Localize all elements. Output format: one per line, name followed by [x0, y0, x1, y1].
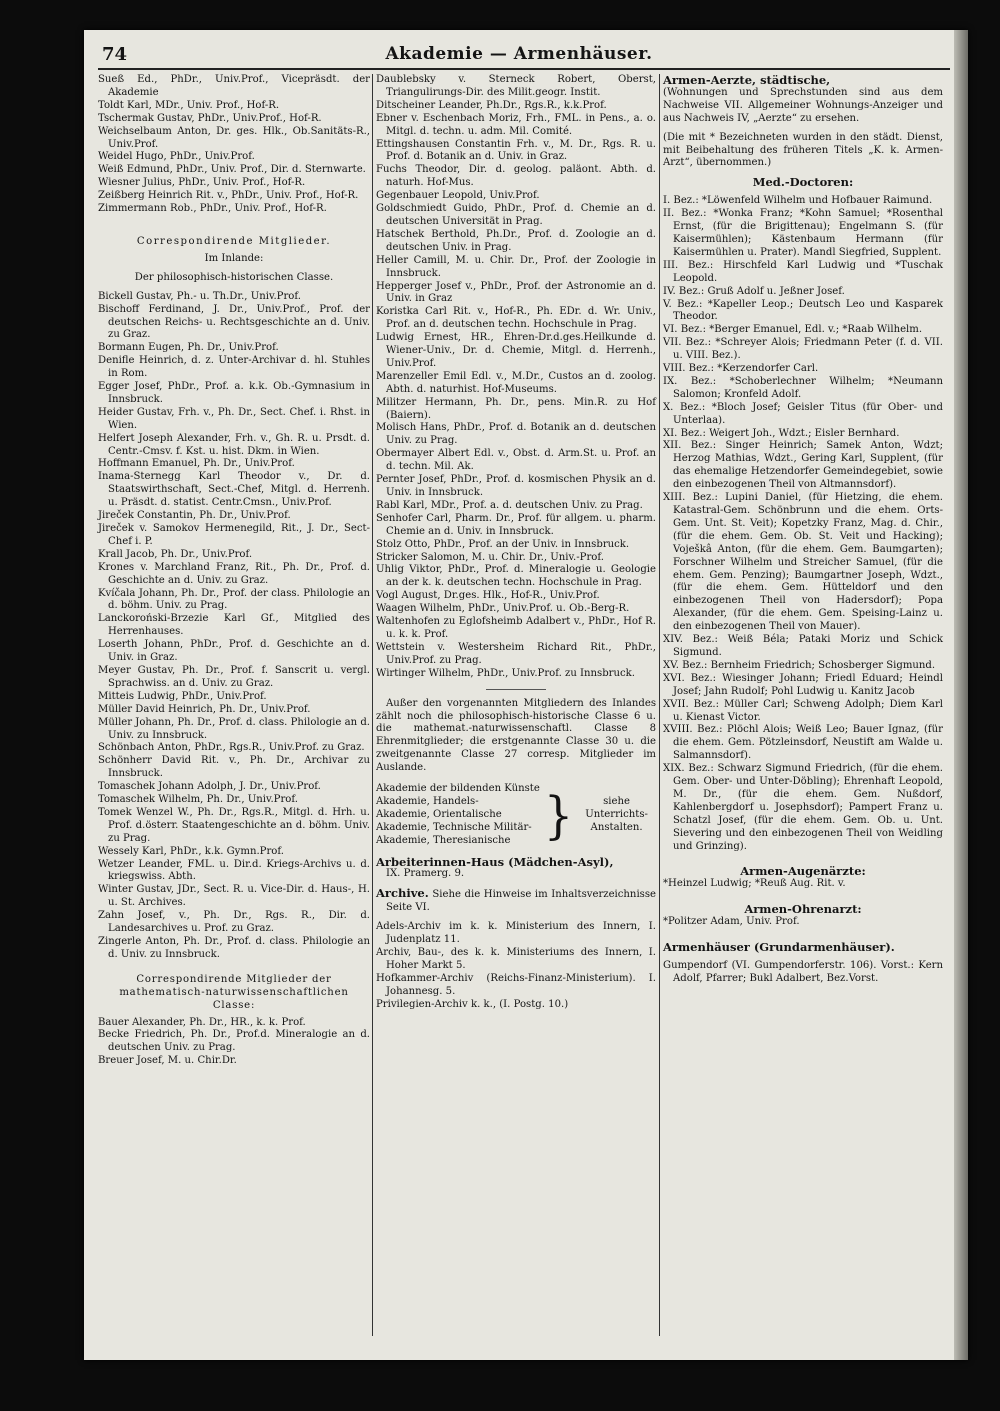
member-entry: Tomek Wenzel W., Ph. Dr., Rgs.R., Mitgl. d. Hrh. u. Prof. d.österr. Staatengeschichte an d. böhm. Univ. zu Prag.	[98, 806, 370, 844]
member-entry: Hepperger Josef v., PhDr., Prof. der Astronomie an d. Univ. in Graz	[376, 280, 656, 305]
column-divider-left	[372, 74, 373, 1336]
bezirk-entry: XVII. Bez.: Müller Carl; Schweng Adolph; Diem Karl u. Kienast Victor.	[663, 698, 943, 723]
member-entry: Kvíčala Johann, Ph. Dr., Prof. der class. Philologie an d. böhm. Univ. zu Prag.	[98, 587, 370, 612]
member-entry: Sueß Ed., PhDr., Univ.Prof., Vicepräsdt. der Akademie	[98, 74, 370, 98]
archive-entry: Privilegien-Archiv k. k., (I. Postg. 10.)	[376, 998, 569, 1010]
member-entry: Bormann Eugen, Ph. Dr., Univ.Prof.	[98, 342, 279, 354]
running-title: Akademie — Armenhäuser.	[385, 44, 653, 64]
book-page	[84, 30, 968, 1360]
subheading-phil-hist: Der philosophisch-historischen Classe.	[134, 271, 334, 283]
member-entry: Ettingshausen Constantin Frh. v., M. Dr., Rgs. R. u. Prof. d. Botanik an d. Univ. in Graz.	[376, 138, 656, 163]
member-entry: Pernter Josef, PhDr., Prof. d. kosmischen Physik an d. Univ. in Innsbruck.	[376, 474, 656, 498]
section-title-math-nat: Correspondirende Mitglieder der mathematisch-naturwissenschaftlichen Classe:	[119, 973, 349, 1011]
member-entry: Zimmermann Rob., PhDr., Univ. Prof., Hof-R.	[98, 203, 327, 215]
bezirk-entry: III. Bez.: Hirschfeld Karl Ludwig und *Tuschak Leopold.	[663, 259, 943, 284]
member-entry: Denifle Heinrich, d. z. Unter-Archivar d. hl. Stuhles in Rom.	[98, 355, 370, 380]
page-number: 74	[102, 44, 128, 65]
member-entry: Fuchs Theodor, Dir. d. geolog. paläont. Abth. d. naturh. Hof-Mus.	[376, 164, 656, 189]
math-nat-members-list-cont	[376, 74, 656, 681]
member-entry: Tomaschek Johann Adolph, J. Dr., Univ.Prof.	[98, 781, 321, 793]
bezirk-entry: IV. Bez.: Gruß Adolf u. Jeßner Josef.	[663, 285, 845, 297]
akademie-list	[376, 783, 540, 848]
member-entry: Wirtinger Wilhelm, PhDr., Univ.Prof. zu Innsbruck.	[376, 667, 635, 679]
member-entry: Stolz Otto, PhDr., Prof. an der Univ. in Innsbruck.	[376, 538, 630, 550]
augenaerzte-text: *Heinzel Ludwig; *Reuß Aug. Rit. v.	[663, 878, 846, 890]
archive-list	[376, 921, 656, 1011]
member-entry: Vogl August, Dr.ges. Hlk., Hof-R., Univ.Prof.	[376, 590, 600, 602]
member-entry: Egger Josef, PhDr., Prof. a. k.k. Ob.-Gymnasium in Innsbruck.	[98, 381, 370, 405]
members-note: Außer den vorgenannten Mitgliedern des Inlandes zählt noch die philosophisch-historische Classe 6 u. die mathemat.-naturwissenschaftl. Classe 8 Ehrenmitglieder; die erstgenannte Classe 30 u. die zweitgenannte Classe 27 corresp. Mitglieder im Auslande.	[376, 697, 656, 774]
member-entry: Koristka Carl Rit. v., Hof-R., Ph. EDr. d. Wr. Univ., Prof. an d. deutschen techn. Hochschule in Prag.	[376, 306, 656, 331]
member-entry: Rabl Karl, MDr., Prof. a. d. deutschen Univ. zu Prag.	[376, 499, 643, 511]
archive-entry: Adels-Archiv im k. k. Ministerium des Innern, I. Judenplatz 11.	[376, 921, 656, 946]
bezirk-entry: XIII. Bez.: Lupini Daniel, (für Hietzing, die ehem. Katastral-Gem. Schönbrunn und die ehem. Orts-Gem. Unt. St. Veit); Kopetzky Franz, Mag. d. Chir., (für die ehem. Gem. Ob. St. Veit und Hacking); Voješkâ Anton, (für die ehem. Gem. Baumgarten); Forschner Wilhelm und Streicher Samuel, (für die ehem. Gem. Penzing); Baumgartner Joseph, Wdzt., (für die ehem. Gem. Hütteldorf und den einbezogenen Theil von Hadersdorf); Popa Alexander, (für die ehem. Gem. Speising-Lainz u. den einbezogenen Theil von Mauer).	[663, 492, 943, 633]
separator	[204, 224, 264, 228]
member-entry: Schönbach Anton, PhDr., Rgs.R., Univ.Prof. zu Graz.	[98, 742, 365, 754]
curly-brace: }	[543, 785, 574, 845]
bezirk-entry: XI. Bez.: Weigert Joh., Wdzt.; Eisler Bernhard.	[663, 427, 900, 439]
member-entry: Uhlig Viktor, PhDr., Prof. d. Mineralogie u. Geologie an der k. k. deutschen techn. Hochschule in Prag.	[376, 564, 656, 589]
member-entry: Wiesner Julius, PhDr., Univ. Prof., Hof-R.	[98, 177, 306, 189]
separator	[486, 689, 546, 690]
member-entry: Senhofer Carl, Pharm. Dr., Prof. für allgem. u. pharm. Chemie an d. Univ. in Innsbruck.	[376, 512, 656, 537]
member-entry: Daublebsky v. Sterneck Robert, Oberst, Triangulirungs-Dir. des Milit.geogr. Instit.	[376, 74, 656, 98]
page-header	[84, 44, 954, 66]
member-entry: Heider Gustav, Frh. v., Ph. Dr., Sect. Chef. i. Rhst. in Wien.	[98, 406, 370, 431]
member-entry: Inama-Sternegg Karl Theodor v., Dr. d. Staatswirthschaft, Sect.-Chef, Mitgl. d. Herrenh. u. Präsdt. d. statist. Centr.Cmsn., Univ.Prof.	[98, 471, 370, 509]
member-entry: Krall Jacob, Ph. Dr., Univ.Prof.	[98, 548, 253, 560]
bezirk-entry: XVI. Bez.: Wiesinger Johann; Friedl Eduard; Heindl Josef; Jahn Rudolf; Pohl Ludwig u. Kanitz Jacob	[663, 672, 943, 697]
member-entry: Stricker Salomon, M. u. Chir. Dr., Univ.-Prof.	[376, 551, 604, 563]
akademie-item: Akademie, Handels-	[376, 795, 479, 807]
archive-entry: Archiv, Bau-, des k. k. Ministeriums des Innern, I. Hoher Markt 5.	[376, 947, 656, 971]
member-entry: Ditscheiner Leander, Ph.Dr., Rgs.R., k.k.Prof.	[376, 99, 607, 111]
member-entry: Obermayer Albert Edl. v., Obst. d. Arm.St. u. Prof. an d. techn. Mil. Ak.	[376, 448, 656, 473]
bezirk-entry: VI. Bez.: *Berger Emanuel, Edl. v.; *Raab Wilhelm.	[663, 324, 923, 336]
archive-heading	[376, 887, 656, 915]
armenhaeuser-entry: Gumpendorf (VI. Gumpendorferstr. 106). Vorst.: Kern Adolf, Pfarrer; Bukl Adalbert, Bez.Vorst.	[663, 960, 943, 984]
member-entry: Wessely Karl, PhDr., k.k. Gymn.Prof.	[98, 845, 284, 857]
member-entry: Loserth Johann, PhDr., Prof. d. Geschichte an d. Univ. in Graz.	[98, 639, 370, 664]
member-entry: Weiß Edmund, PhDr., Univ. Prof., Dir. d. Sternwarte.	[98, 164, 366, 176]
member-entry: Bischoff Ferdinand, J. Dr., Univ.Prof., Prof. der deutschen Reichs- u. Rechtsgeschichte an d. Univ. zu Graz.	[98, 303, 370, 341]
member-entry: Breuer Josef, M. u. Chir.Dr.	[98, 1055, 237, 1067]
header-rule	[98, 68, 950, 70]
akademie-item: Akademie, Orientalische	[376, 808, 502, 820]
member-entry: Weidel Hugo, PhDr., Univ.Prof.	[98, 151, 255, 163]
member-entry: Schönherr David Rit. v., Ph. Dr., Archivar zu Innsbruck.	[98, 755, 370, 780]
bezirk-entry: XVIII. Bez.: Plöchl Alois; Weiß Leo; Bauer Ignaz, (für die ehem. Gem. Pötzleinsdorf, Neustift am Walde u. Salmannsdorf).	[663, 724, 943, 762]
akademie-item: Akademie der bildenden Künste	[376, 783, 540, 795]
member-entry: Becke Friedrich, Ph. Dr., Prof.d. Mineralogie an d. deutschen Univ. zu Prag.	[98, 1029, 370, 1054]
bezirk-entry: V. Bez.: *Kapeller Leop.; Deutsch Leo und Kasparek Theodor.	[663, 298, 943, 323]
cross-reference-note: siehe Unterrichts-Anstalten.	[585, 795, 648, 833]
member-entry: Müller Johann, Ph. Dr., Prof. d. class. Philologie an d. Univ. zu Innsbruck.	[98, 716, 370, 741]
member-entry: Ludwig Ernest, HR., Ehren-Dr.d.ges.Heilkunde d. Wiener-Univ., Dr. d. Chemie, Mitgl. d. Herrenh., Univ.Prof.	[376, 332, 656, 369]
arbeiterinnen-haus-address: IX. Pramerg. 9.	[386, 868, 465, 880]
academy-members-list	[98, 74, 370, 216]
armen-aerzte-note: (Die mit * Bezeichneten wurden in den städt. Dienst, mit Beibehaltung des früheren Titels „K. k. Armen-Arzt“, übernommen.)	[663, 131, 943, 169]
akademie-item: Akademie, Technische Militär-	[376, 821, 532, 833]
column-divider-right	[659, 74, 660, 1336]
armenhaeuser-title: Armenhäuser (Grundarmenhäuser).	[663, 940, 895, 955]
member-entry: Meyer Gustav, Ph. Dr., Prof. f. Sanscrit u. vergl. Sprachwiss. an d. Univ. zu Graz.	[98, 664, 370, 689]
armen-aerzte-title: Armen-Aerzte, städtische,	[663, 73, 831, 87]
math-nat-members-list	[98, 1017, 370, 1069]
bezirk-entry: XIV. Bez.: Weiß Béla; Pataki Moriz und Schick Sigmund.	[663, 634, 943, 658]
bezirk-entry: VII. Bez.: *Schreyer Alois; Friedmann Peter (f. d. VII. u. VIII. Bez.).	[663, 337, 943, 362]
armen-aerzte-intro: (Wohnungen und Sprechstunden sind aus dem Nachweise VII. Allgemeiner Wohnungs-Anzeiger und aus Nachweis IV, „Aerzte“ zu ersehen.	[663, 86, 943, 124]
arbeiterinnen-haus-title: Arbeiterinnen-Haus (Mädchen-Asyl),	[376, 854, 614, 869]
augenaerzte-title: Armen-Augenärzte:	[740, 864, 866, 879]
member-entry: Bauer Alexander, Ph. Dr., HR., k. k. Prof.	[98, 1016, 306, 1028]
ohrenarzt-text: *Politzer Adam, Univ. Prof.	[663, 916, 800, 928]
member-entry: Waltenhofen zu Eglofsheimb Adalbert v., PhDr., Hof R. u. k. k. Prof.	[376, 616, 656, 640]
member-entry: Tomaschek Wilhelm, Ph. Dr., Univ.Prof.	[98, 794, 298, 806]
med-doctoren-title: Med.-Doctoren:	[752, 175, 854, 190]
member-entry: Zeißberg Heinrich Rit. v., PhDr., Univ. Prof., Hof-R.	[98, 190, 359, 202]
member-entry: Jireček v. Samokov Hermenegild, Rit., J. Dr., Sect-Chef i. P.	[98, 523, 370, 547]
member-entry: Tschermak Gustav, PhDr., Univ.Prof., Hof-R.	[98, 112, 322, 124]
member-entry: Goldschmiedt Guido, PhDr., Prof. d. Chemie an d. deutschen Universität in Prag.	[376, 203, 656, 227]
akademie-bracket-group	[376, 783, 656, 848]
member-entry: Zingerle Anton, Ph. Dr., Prof. d. class. Philologie an d. Univ. zu Innsbruck.	[98, 936, 370, 960]
akademie-item: Akademie, Theresianische	[376, 834, 511, 846]
member-entry: Helfert Joseph Alexander, Frh. v., Gh. R. u. Prsdt. d. Centr.-Cmsv. f. Kst. u. hist. Dkm. in Wien.	[98, 432, 370, 457]
member-entry: Müller David Heinrich, Ph. Dr., Univ.Prof.	[98, 703, 311, 715]
member-entry: Wetzer Leander, FML. u. Dir.d. Kriegs-Archivs u. d. kriegswiss. Abth.	[98, 858, 370, 883]
bezirk-entry: IX. Bez.: *Schoberlechner Wilhelm; *Neumann Salomon; Kronfeld Adolf.	[663, 375, 943, 400]
archive-text: Siehe die Hinweise im Inhaltsverzeichnisse Seite VI.	[386, 889, 656, 914]
member-entry: Marenzeller Emil Edl. v., M.Dr., Custos an d. zoolog. Abth. d. naturhist. Hof-Museums.	[376, 370, 656, 395]
member-entry: Lanckoroński-Brzezie Karl Gf., Mitglied des Herrenhauses.	[98, 613, 370, 638]
member-entry: Jireček Constantin, Ph. Dr., Univ.Prof.	[98, 510, 291, 522]
section-title-corresponding: Correspondirende Mitglieder.	[136, 235, 332, 247]
member-entry: Weichselbaum Anton, Dr. ges. Hlk., Ob.Sanitäts-R., Univ.Prof.	[98, 125, 370, 150]
member-entry: Gegenbauer Leopold, Univ.Prof.	[376, 190, 540, 202]
member-entry: Hoffmann Emanuel, Ph. Dr., Univ.Prof.	[98, 458, 295, 470]
bezirk-entry: II. Bez.: *Wonka Franz; *Kohn Samuel; *Rosenthal Ernst, (für die Brigittenau); Engelmann S. (für Kaisermühlen); Kästenbaum Hermann (für Kaisermühlen u. Prater). Mandl Siegfried, Supplent.	[663, 208, 943, 258]
member-entry: Ebner v. Eschenbach Moriz, Frh., FML. in Pens., a. o. Mitgl. d. techn. u. adm. Mil. Comité.	[376, 112, 656, 137]
member-entry: Molisch Hans, PhDr., Prof. d. Botanik an d. deutschen Univ. zu Prag.	[376, 422, 656, 447]
member-entry: Krones v. Marchland Franz, Rit., Ph. Dr., Prof. d. Geschichte an d. Univ. zu Graz.	[98, 561, 370, 586]
bezirk-list	[663, 195, 943, 853]
member-entry: Toldt Karl, MDr., Univ. Prof., Hof-R.	[98, 99, 280, 111]
bezirk-entry: XIX. Bez.: Schwarz Sigmund Friedrich, (für die ehem. Gem. Ober- und Unter-Döbling); Ehrenhaft Leopold, M. Dr., (für die ehem. Gem. Nußdorf, Kahlenbergdorf u. Josephsdorf); Pampert Franz u. Schatzl Josef, (für die ehem. Gem. Ob. u. Unt. Sievering und den einbezogenen Theil von Weidling und Grinzing).	[663, 763, 943, 852]
member-entry: Bickell Gustav, Ph.- u. Th.Dr., Univ.Prof.	[98, 290, 301, 302]
column-right	[663, 74, 943, 986]
member-entry: Waagen Wilhelm, PhDr., Univ.Prof. u. Ob.-Berg-R.	[376, 603, 630, 615]
member-entry: Mitteis Ludwig, PhDr., Univ.Prof.	[98, 690, 267, 702]
archive-title: Archive.	[376, 886, 429, 901]
member-entry: Heller Camill, M. u. Chir. Dr., Prof. der Zoologie in Innsbruck.	[376, 254, 656, 279]
archive-entry: Hofkammer-Archiv (Reichs-Finanz-Ministerium). I. Johannesg. 5.	[376, 972, 656, 997]
member-entry: Winter Gustav, JDr., Sect. R. u. Vice-Dir. d. Haus-, H. u. St. Archives.	[98, 884, 370, 909]
member-entry: Zahn Josef, v., Ph. Dr., Rgs. R., Dir. d. Landesarchives u. Prof. zu Graz.	[98, 910, 370, 935]
bezirk-entry: XV. Bez.: Bernheim Friedrich; Schosberger Sigmund.	[663, 659, 936, 671]
bezirk-entry: X. Bez.: *Bloch Josef; Geisler Titus (für Ober- und Unterlaa).	[663, 401, 943, 426]
ohrenarzt-title: Armen-Ohrenarzt:	[744, 902, 862, 917]
subheading-inland: Im Inlande:	[204, 252, 264, 264]
column-left	[98, 74, 370, 1068]
phil-hist-members-list	[98, 291, 370, 962]
member-entry: Hatschek Berthold, Ph.Dr., Prof. d. Zoologie an d. deutschen Univ. in Prag.	[376, 228, 656, 253]
member-entry: Militzer Hermann, Ph. Dr., pens. Min.R. zu Hof (Baiern).	[376, 396, 656, 421]
member-entry: Wettstein v. Westersheim Richard Rit., PhDr., Univ.Prof. zu Prag.	[376, 641, 656, 666]
bezirk-entry: VIII. Bez.: *Kerzendorfer Carl.	[663, 363, 819, 375]
column-middle	[376, 74, 656, 1012]
bezirk-entry: XII. Bez.: Singer Heinrich; Samek Anton, Wdzt; Herzog Mathias, Wdzt., Gering Karl, Supplent, (für das ehemalige Hetzendorfer Gemeindegebiet, sowie den einbezogenen Theil von Altmannsdorf).	[663, 440, 943, 491]
bezirk-entry: I. Bez.: *Löwenfeld Wilhelm und Hofbauer Raimund.	[663, 195, 933, 207]
